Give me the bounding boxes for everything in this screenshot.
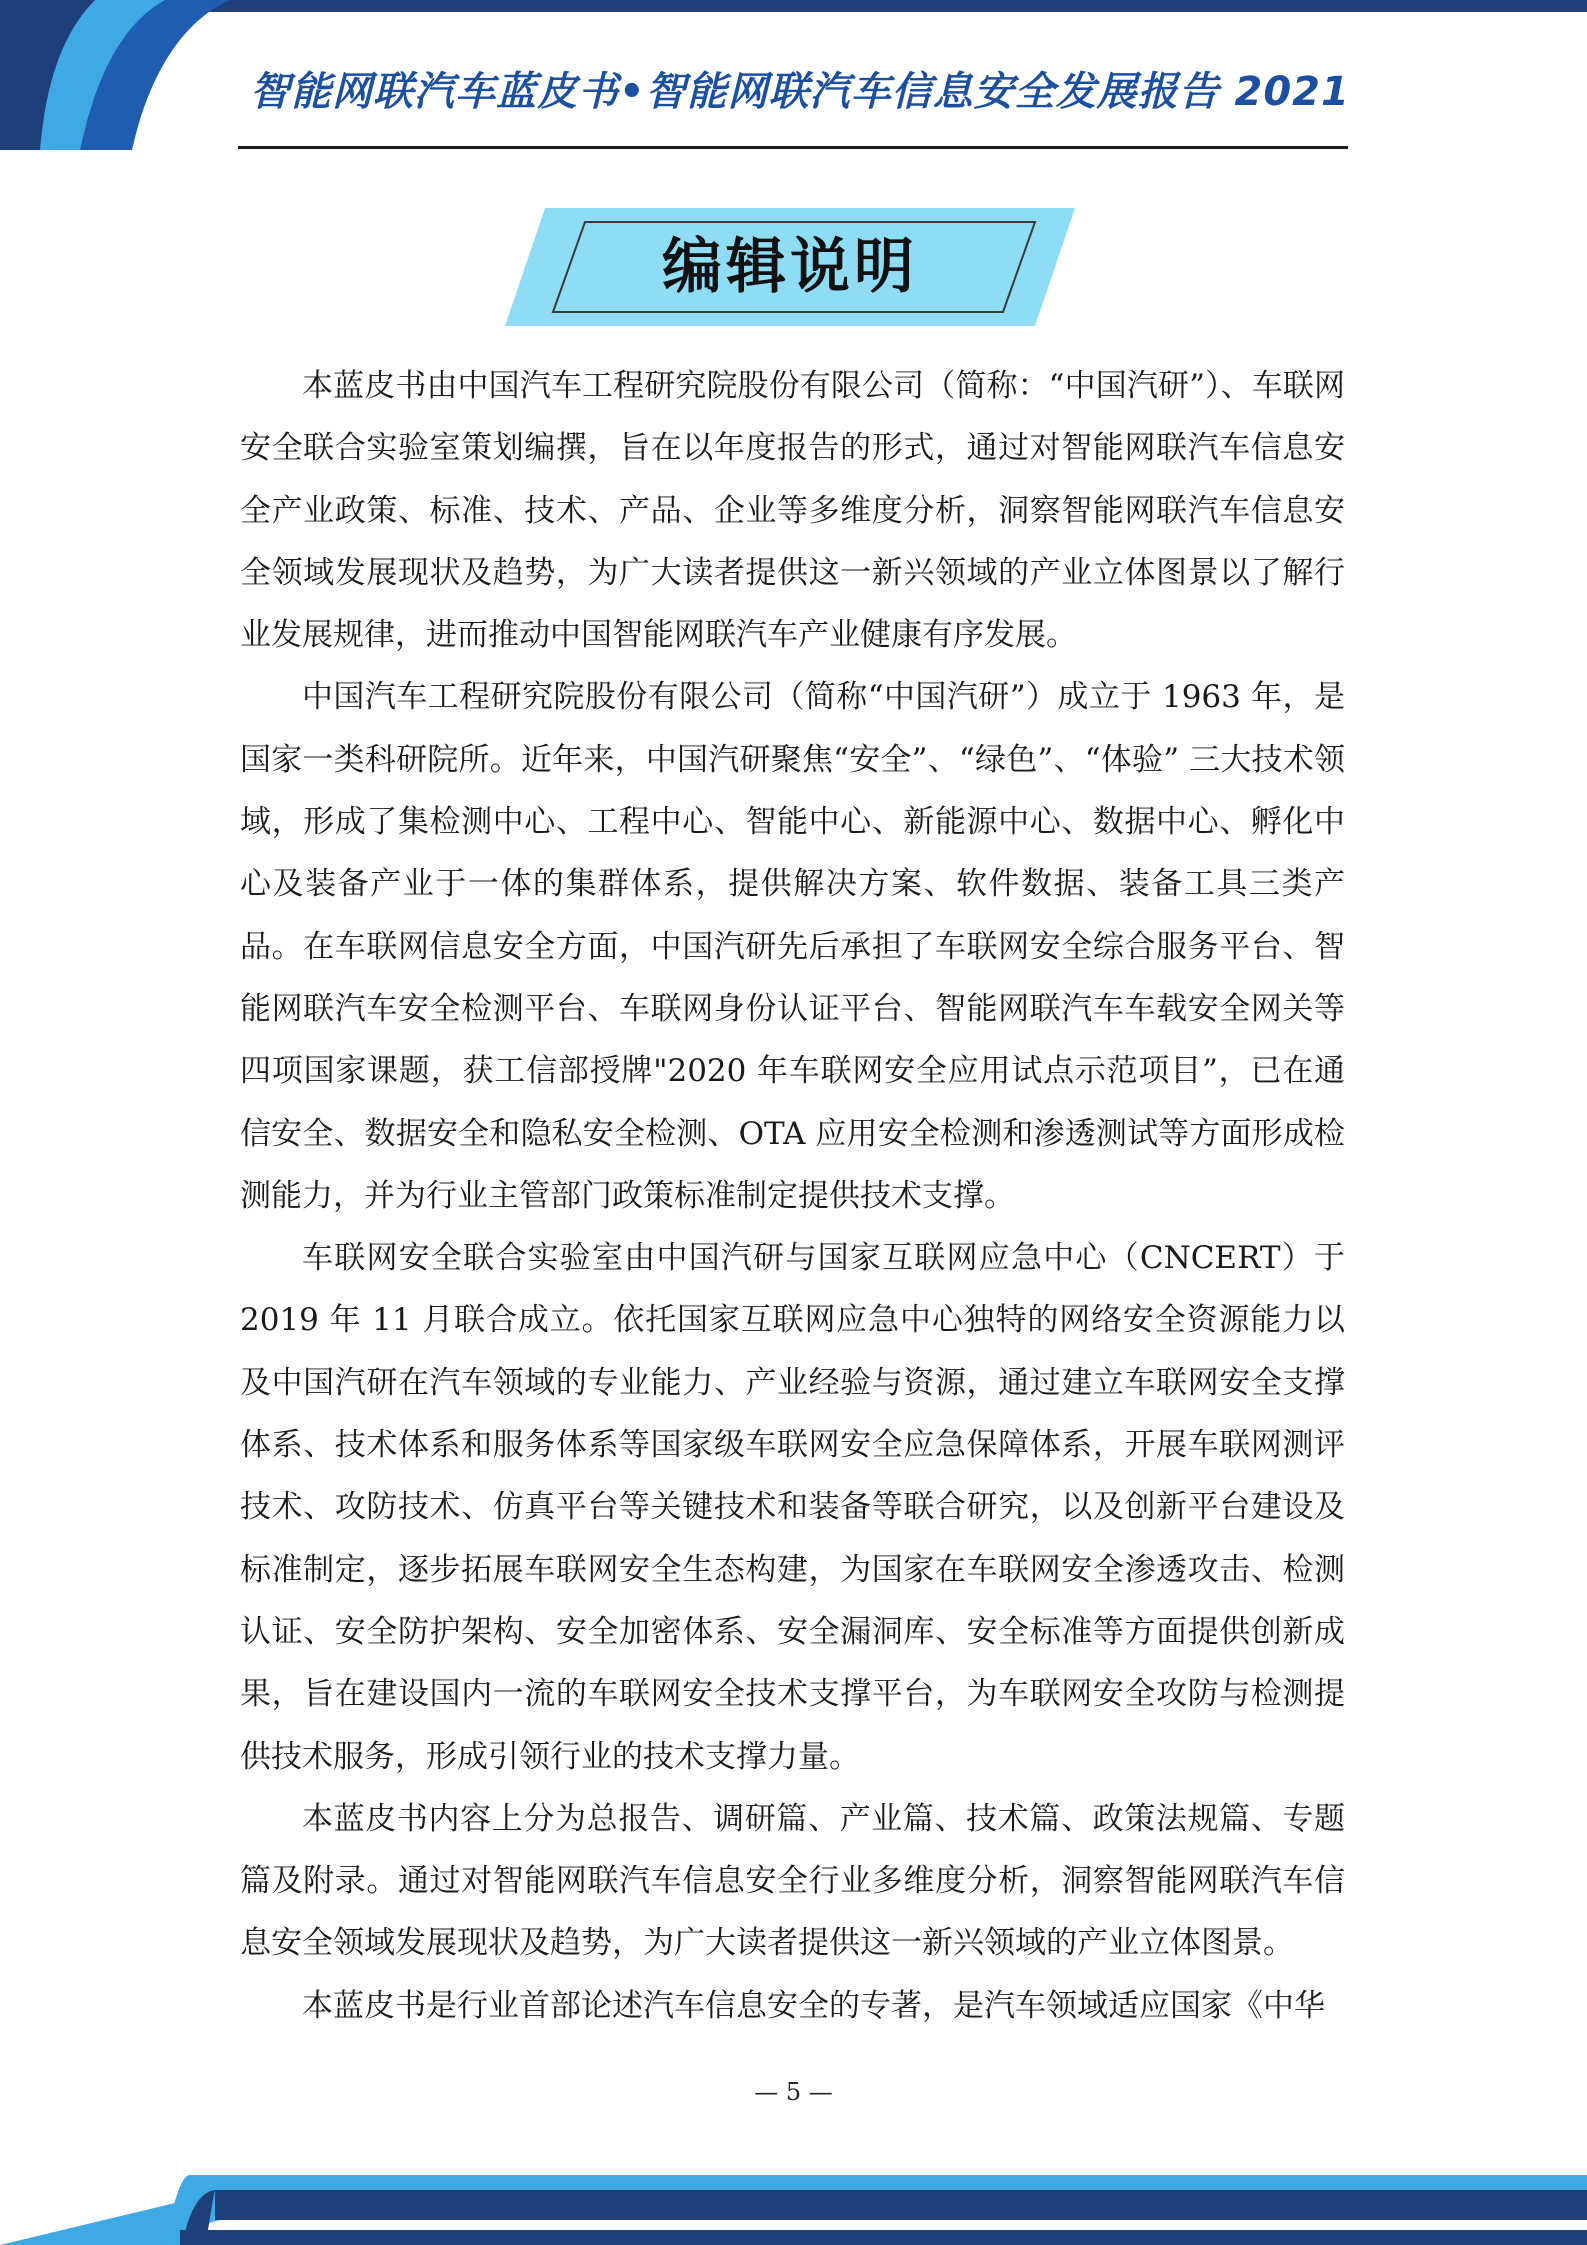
paragraph: 本蓝皮书内容上分为总报告、调研篇、产业篇、技术篇、政策法规篇、专题篇及附录。通过对智能网联汽车信息安全行业多维度分析，洞察智能网联汽车信息安全领域发展现状及趋势，为广大读者提供这一新兴领域的产业立体图景。 xyxy=(240,1800,1345,1962)
header-divider xyxy=(238,146,1348,149)
paragraph: 中国汽车工程研究院股份有限公司（简称“中国汽研”）成立于 1963 年，是国家一类科研院所。近年来，中国汽研聚焦“安全”、“绿色”、“体验” 三大技术领域，形成了集检测中心、工程中心、智能中心、新能源中心、数据中心、孵化中心及装备产业于一体的集群体系，提供解决方案、软件数据、装备工具三类产品。在车联网信息安全方面，中国汽研先后承担了车联网安全综合服务平台、智能网联汽车安全检测平台、车联网身份认证平台、智能网联汽车车载安全网关等四项国家课题，获工信部授牌"2020 年车联网安全应用试点示范项目”，已在通信安全、数据安全和隐私安全检测、OTA 应用安全检测和渗透测试等方面形成检测能力，并为行业主管部门政策标准制定提供技术支撑。 xyxy=(240,679,1345,1214)
page-number: — 5 — xyxy=(754,2078,833,2106)
paragraph: 车联网安全联合实验室由中国汽研与国家互联网应急中心（CNCERT）于 2019 年 11 月联合成立。依托国家互联网应急中心独特的网络安全资源能力以及中国汽研在汽车领域的专业能力、产业经验与资源，通过建立车联网安全支撑体系、技术体系和服务体系等国家级车联网安全应急保障体系，开展车联网测评技术、攻防技术、仿真平台等关键技术和装备等联合研究，以及创新平台建设及标准制定，逐步拓展车联网安全生态构建，为国家在车联网安全渗透攻击、检测认证、安全防护架构、安全加密体系、安全漏洞库、安全标准等方面提供创新成果，旨在建设国内一流的车联网安全技术支撑平台，为车联网安全攻防与检测提供技术服务，形成引领行业的技术支撑力量。 xyxy=(240,1240,1345,1775)
paragraph: 本蓝皮书是行业首部论述汽车信息安全的专著，是汽车领域适应国家《中华 xyxy=(302,1987,1325,2024)
section-title: 编辑说明 xyxy=(662,232,918,302)
paragraph: 本蓝皮书由中国汽车工程研究院股份有限公司（简称：“中国汽研”）、车联网安全联合实验室策划编撰，旨在以年度报告的形式，通过对智能网联汽车信息安全产业政策、标准、技术、产品、企业等多维度分析，洞察智能网联汽车信息安全领域发展现状及趋势，为广大读者提供这一新兴领域的产业立体图景以了解行业发展规律，进而推动中国智能网联汽车产业健康有序发展。 xyxy=(240,368,1345,654)
footer-decoration xyxy=(0,2160,1587,2245)
body-text xyxy=(240,355,1345,2037)
running-header-title: 智能网联汽车蓝皮书•智能网联汽车信息安全发展报告 2021 xyxy=(250,69,1350,115)
section-title-banner xyxy=(505,208,1075,326)
